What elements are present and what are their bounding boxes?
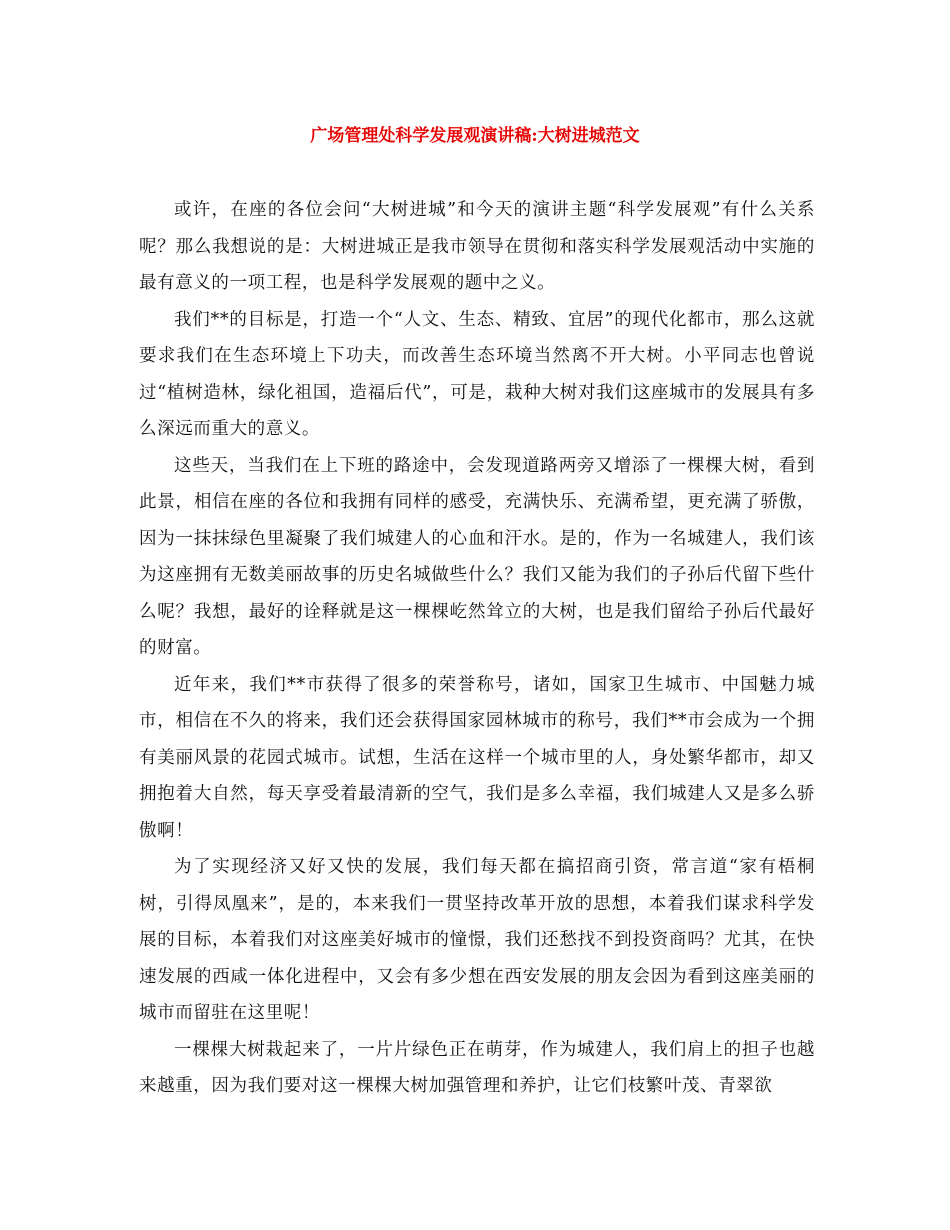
paragraph: 近年来，我们**市获得了很多的荣誉称号，诸如，国家卫生城市、中国魅力城市，相信在不久的将来，我们还会获得国家园林城市的称号，我们**市会成为一个拥有美丽风景的花园式城市。试想，生活在这样一个城市里的人，身处繁华都市，却又拥抱着大自然，每天享受着最清新的空气，我们是多么幸福，我们城建人又是多么骄傲啊！ (139, 674, 815, 841)
paragraph: 一棵棵大树栽起来了，一片片绿色正在萌芽，作为城建人，我们肩上的担子也越来越重，因为我们要对这一棵棵大树加强管理和养护，让它们枝繁叶茂、青翠欲 (139, 1039, 815, 1096)
paragraph: 我们**的目标是，打造一个“人文、生态、精致、宜居”的现代化都市，那么这就要求我们在生态环境上下功夫，而改善生态环境当然离不开大树。小平同志也曾说过“植树造林，绿化祖国，造福后代”，可是，栽种大树对我们这座城市的发展具有多么深远而重大的意义。 (139, 309, 815, 439)
paragraph: 这些天，当我们在上下班的路途中，会发现道路两旁又增添了一棵棵大树，看到此景，相信在座的各位和我拥有同样的感受，充满快乐、充满希望，更充满了骄傲，因为一抹抹绿色里凝聚了我们城建人的心血和汗水。是的，作为一名城建人，我们该为这座拥有无数美丽故事的历史名城做些什么？我们又能为我们的子孙后代留下些什么呢？我想，最好的诠释就是这一棵棵屹然耸立的大树，也是我们留给子孙后代最好的财富。 (139, 455, 815, 658)
paragraph: 或许，在座的各位会问“大树进城”和今天的演讲主题“科学发展观”有什么关系呢？那么我想说的是：大树进城正是我市领导在贯彻和落实科学发展观活动中实施的最有意义的一项工程，也是科学发展观的题中之义。 (139, 200, 815, 293)
document-title: 广场管理处科学发展观演讲稿:大树进城范文 (310, 126, 640, 146)
paragraph: 为了实现经济又好又快的发展，我们每天都在搞招商引资，常言道“家有梧桐树，引得凤凰来”，是的，本来我们一贯坚持改革开放的思想，本着我们谋求科学发展的目标，本着我们对这座美好城市的憧憬，我们还愁找不到投资商吗？尤其，在快速发展的西咸一体化进程中，又会有多少想在西安发展的朋友会因为看到这座美丽的城市而留驻在这里呢！ (139, 857, 815, 1023)
document-body (139, 192, 815, 1105)
